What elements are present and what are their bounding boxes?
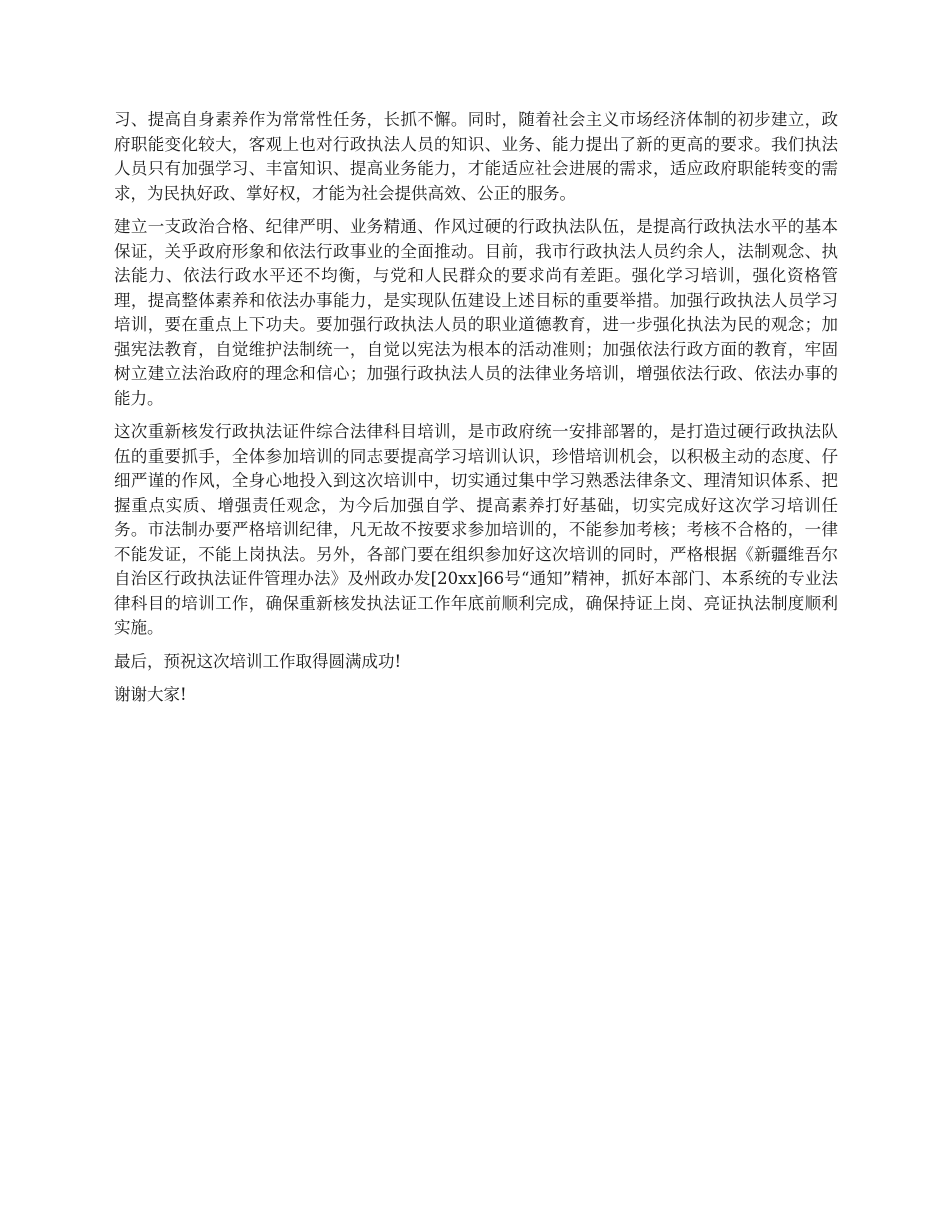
paragraph-1: 习、提高自身素养作为常常性任务，长抓不懈。同时，随着社会主义市场经济体制的初步建立，政府职能变化较大，客观上也对行政执法人员的知识、业务、能力提出了新的更高的要求。我们执法人员只有加强学习、丰富知识、提高业务能力，才能适应社会进展的需求，适应政府职能转变的需求，为民执好政、掌好权，才能为社会提供高效、公正的服务。: [114, 110, 838, 203]
paragraph-thanks: 谢谢大家!: [114, 685, 187, 704]
paragraph-closing-wish: 最后，预祝这次培训工作取得圆满成功!: [114, 651, 402, 671]
paragraph-2: 建立一支政治合格、纪律严明、业务精通、作风过硬的行政执法队伍，是提高行政执法水平的基本保证，关乎政府形象和依法行政事业的全面推动。目前，我市行政执法人员约余人，法制观念、执法能力、依法行政水平还不均衡，与党和人民群众的要求尚有差距。强化学习培训，强化资格管理，提高整体素养和依法办事能力，是实现队伍建设上述目标的重要举措。加强行政执法人员学习培训，要在重点上下功夫。要加强行政执法人员的职业道德教育，进一步强化执法为民的观念；加强宪法教育，自觉维护法制统一，自觉以宪法为根本的活动准则；加强依法行政方面的教育，牢固树立建立法治政府的理念和信心；加强行政执法人员的法律业务培训，增强依法行政、依法办事的能力。: [114, 217, 838, 408]
paragraph-3: 这次重新核发行政执法证件综合法律科目培训，是市政府统一安排部署的，是打造过硬行政执法队伍的重要抓手，全体参加培训的同志要提高学习培训认识，珍惜培训机会，以积极主动的态度、仔细严谨的作风，全身心地投入到这次培训中，切实通过集中学习熟悉法律条文、理清知识体系、把握重点实质、增强责任观念，为今后加强自学、提高素养打好基础，切实完成好这次学习培训任务。市法制办要严格培训纪律，凡无故不按要求参加培训的，不能参加考核；考核不合格的，一律不能发证，不能上岗执法。另外，各部门要在组织参加好这次培训的同时，严格根据《新疆维吾尔自治区行政执法证件管理办法》及州政办发[20xx]66号“通知”精神，抓好本部门、本系统的专业法律科目的培训工作，确保重新核发执法证工作年底前顺利完成，确保持证上岗、亮证执法制度顺利实施。: [114, 422, 838, 637]
document-body: [114, 108, 838, 717]
